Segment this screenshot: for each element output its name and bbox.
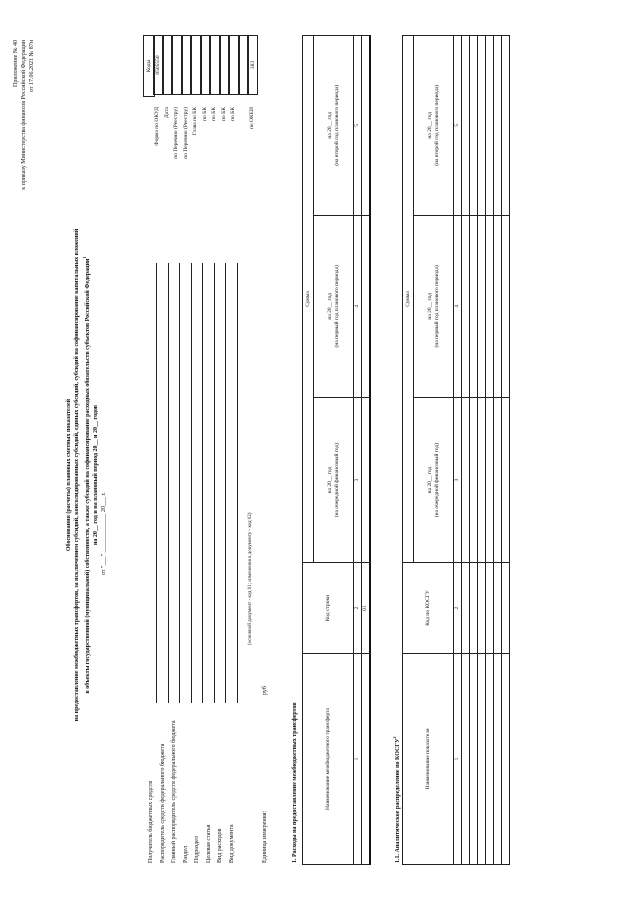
order-line-1: к приказу Министерства финансов Российской Федерации — [21, 40, 27, 190]
s11-col-name: Наименование показателя — [403, 654, 454, 865]
s1-row-y3 — [362, 36, 370, 216]
field-label: Получатель бюджетных средств — [148, 780, 154, 863]
s1-col-code: Код строки — [303, 563, 354, 654]
field-underline — [168, 263, 169, 703]
code-row-value — [172, 35, 182, 95]
field-label: Целевая статья — [205, 824, 212, 863]
title-line-4: на 20__ год и на плановый период 20__ и 20__ годов — [92, 404, 99, 546]
field-underline — [214, 263, 215, 703]
code-row-label: по ОКЕИ — [249, 107, 255, 130]
s11-year-1: на 20__ год (на очередной финансовый год) — [414, 398, 454, 563]
appendix-header — [12, 40, 36, 190]
field-underline — [237, 263, 238, 703]
code-row-value — [210, 35, 220, 95]
s11-row-4 — [486, 654, 494, 865]
field-underline — [179, 263, 180, 703]
s1-row-code: 01 — [362, 563, 370, 654]
field-label: Распорядитель средств федерального бюджета — [159, 743, 166, 863]
code-row-label: Дата — [163, 107, 170, 118]
form-title — [66, 135, 100, 815]
s1-row-name — [362, 654, 370, 865]
s11-year-2: на 20__ год (на первый год планового периода) — [414, 215, 454, 398]
title-line-1: Обоснования (расчеты) плановых сметных показателей — [66, 398, 72, 552]
field-label: Вид расходов — [217, 828, 223, 863]
s11-row-2 — [470, 654, 478, 865]
code-row-label: по Перечню (Реестру) — [182, 107, 189, 159]
doc-type-hint: (основной документ - код 01; изменения к документу - код 02) — [248, 512, 253, 645]
s1-year-1: на 20__ год (на очередной финансовый год) — [314, 398, 354, 563]
field-underline — [202, 263, 203, 703]
s11-col-code: Код по КОСГУ — [403, 563, 454, 654]
code-row-label: Глава по БК — [192, 107, 198, 136]
field-underline — [156, 263, 157, 703]
field-label: Подраздел — [194, 836, 200, 863]
s11-year-3: на 20__ год (на второй год планового периода) — [414, 36, 454, 216]
section-11-title: 1.1. Аналитическое распределение по КОСГУ$^2$ — [392, 736, 401, 863]
s11-col-sum: Сумма — [403, 36, 414, 563]
code-row-label: по БК — [201, 107, 208, 121]
section-1-title: 1. Расходы на предоставление межбюджетных трансфертов — [292, 702, 298, 863]
section-11-table — [402, 35, 510, 865]
s1-num-5: 5 — [354, 36, 362, 216]
code-row-value — [182, 35, 192, 95]
form-date: от "___" _____________ 20___ г. — [101, 492, 107, 575]
section-1-table — [302, 35, 371, 865]
field-label: Раздел — [182, 846, 189, 863]
s11-row-3 — [478, 654, 486, 865]
s11-row-1 — [462, 654, 470, 865]
s11-num-3: 3 — [454, 398, 462, 563]
s1-col-sum: Сумма — [303, 36, 314, 563]
code-row-label: по БК — [211, 107, 217, 121]
title-line-3: в объекты государственной (муниципальной) собственности, а также субсидий на софинансирование расходных обязательств субъектов Российской Федерации$^1$ — [82, 256, 91, 694]
s11-row-5 — [494, 654, 502, 865]
unit-value: руб — [262, 686, 268, 695]
s1-row-y2 — [362, 215, 370, 398]
order-line-2: от 17.06.2021 № 87н — [29, 40, 35, 92]
field-underline — [225, 263, 226, 703]
s1-num-2: 2 — [354, 563, 362, 654]
code-row-value — [229, 35, 239, 95]
s1-year-2: на 20__ год (на первый год планового периода) — [314, 215, 354, 398]
field-label: Главный распорядитель средств федерального бюджета — [171, 720, 177, 863]
code-row-label: по БК — [220, 107, 227, 121]
s1-row-y1 — [362, 398, 370, 563]
code-row-value — [163, 35, 173, 95]
s1-year-3: на 20__ год (на второй год планового периода) — [314, 36, 354, 216]
code-row-value: 0505550 — [153, 35, 163, 95]
s11-num-4: 4 — [454, 215, 462, 398]
codes-header: Коды — [144, 36, 155, 97]
unit-label: Единица измерения: — [262, 810, 268, 863]
s11-row-6 — [502, 654, 510, 865]
s11-num-1: 1 — [454, 654, 462, 865]
code-row-value — [191, 35, 201, 95]
s1-num-1: 1 — [354, 654, 362, 865]
code-row-value — [220, 35, 230, 95]
s1-num-3: 3 — [354, 398, 362, 563]
code-row-value: 383 — [248, 35, 258, 95]
s1-col-name: Наименование межбюджетного трансферта — [303, 654, 354, 865]
title-line-2: на предоставление межбюджетных трансфертов, за исключением субсидий, консолидированных субсидий, единых субсидий, субсидий на софинансирование капитальных вложений — [73, 228, 80, 722]
code-row-label: по Перечню (Реестру) — [173, 107, 179, 159]
code-row-label: Форма по ОКУД — [154, 107, 160, 146]
appendix-number: Приложение № 40 — [13, 40, 19, 87]
s11-num-2: 2 — [454, 563, 462, 654]
field-underline — [191, 263, 192, 703]
code-row-value — [201, 35, 211, 95]
s1-num-4: 4 — [354, 215, 362, 398]
code-row-value — [239, 35, 249, 95]
code-row-label: по БК — [230, 107, 236, 121]
s11-num-5: 5 — [454, 36, 462, 216]
field-label: Вид документа — [228, 824, 235, 863]
